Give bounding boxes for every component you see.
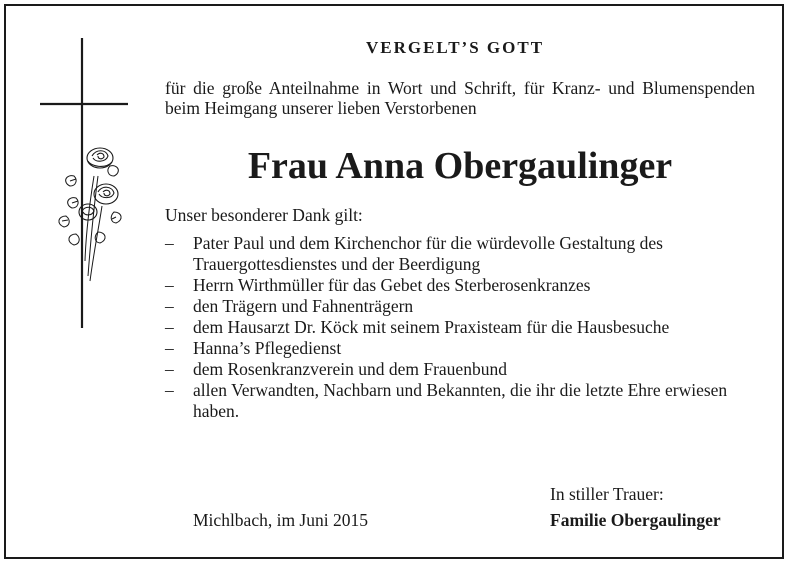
list-item-text: Pater Paul und dem Kirchenchor für die würdevolle Gestaltung des Trauergottesdienstes und der Beerdigung [193,233,663,274]
list-item-text: Hanna’s Pflegedienst [193,337,342,358]
cross-with-roses-icon [36,36,136,336]
place-date: Michlbach, im Juni 2015 [193,510,368,530]
list-dash: – [165,295,174,316]
list-item [165,296,760,317]
list-item-text: dem Hausarzt Dr. Köck mit seinem Praxisteam für die Hausbesuche [193,316,670,337]
list-item [165,338,760,359]
list-item [165,317,760,338]
list-dash: – [165,358,174,379]
list-item-text: allen Verwandten, Nachbarn und Bekannten, die ihr die letzte Ehre erwiesen haben. [193,380,728,421]
mourning-label: In stiller Trauer: [550,484,664,504]
list-dash: – [165,274,174,295]
deceased-name: Frau Anna Obergaulinger [247,145,673,187]
notice-heading: VERGELT’S GOTT [365,38,545,57]
family-signature: Familie Obergaulinger [550,510,721,530]
list-item [165,233,760,274]
list-item-text: Herrn Wirthmüller für das Gebet des Sterberosenkranzes [193,274,591,295]
list-item [165,359,760,380]
list-item-text: den Trägern und Fahnenträgern [193,295,414,316]
list-dash: – [165,380,174,401]
notice-intro: für die große Anteilnahme in Wort und Schrift, für Kranz- und Blumenspenden beim Heimgang unserer lieben Verstorbenen [165,78,755,118]
list-dash: – [165,337,174,358]
list-dash: – [165,233,174,253]
thanks-intro: Unser besonderer Dank gilt: [165,205,363,225]
list-dash: – [165,316,174,337]
list-item [165,275,760,296]
list-item-text: dem Rosenkranzverein und dem Frauenbund [193,358,507,379]
list-item [165,380,760,421]
thanks-list [165,233,760,422]
